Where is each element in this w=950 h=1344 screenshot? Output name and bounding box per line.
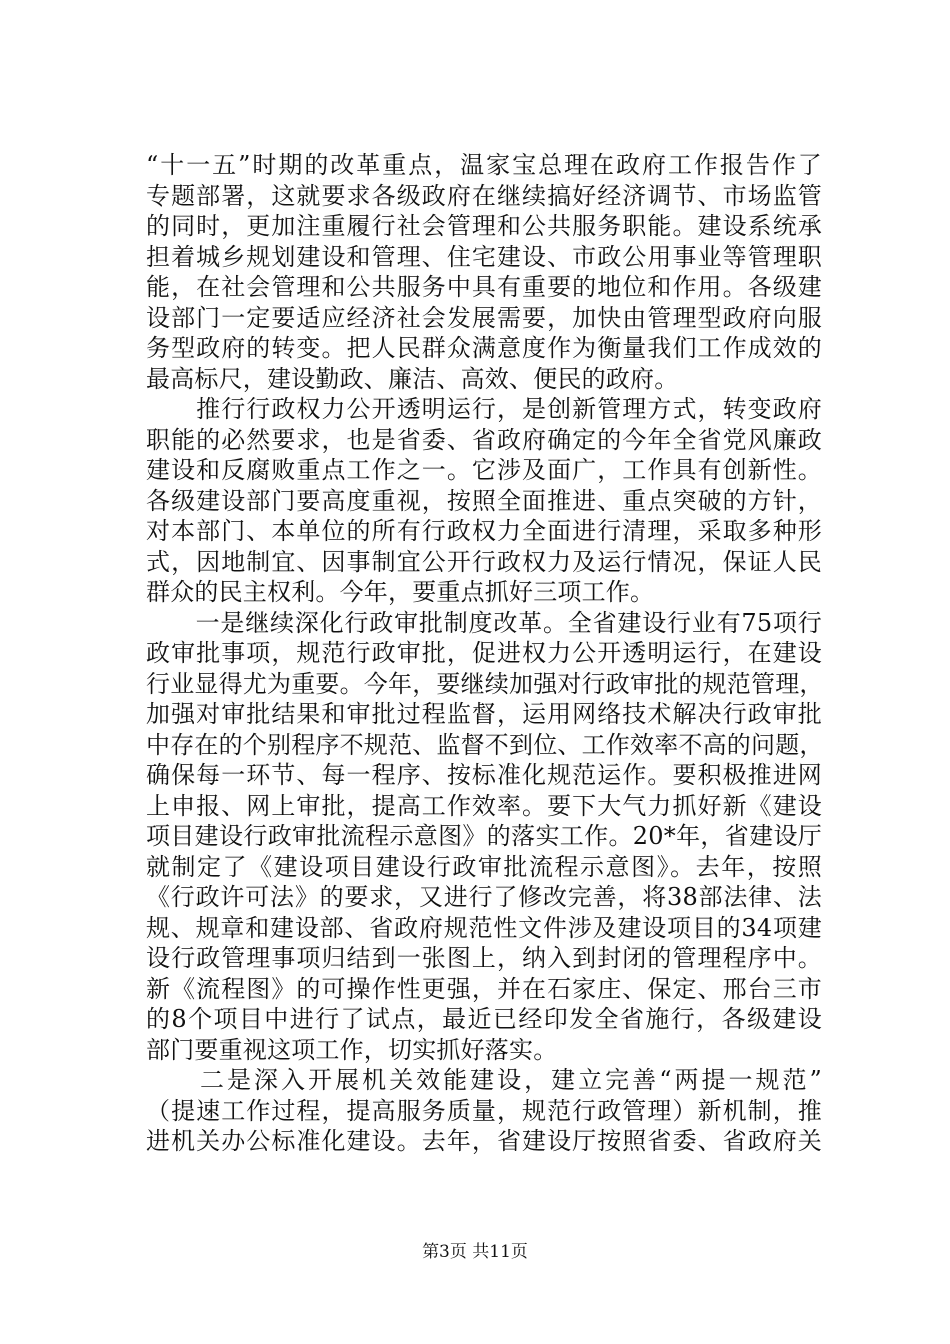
text-line: 政审批事项，规范行政审批，促进权力公开透明运行，在建设 — [146, 639, 822, 667]
text-line: 加强对审批结果和审批过程监督，运用网络技术解决行政审批 — [146, 700, 822, 728]
text-line: 各级建设部门要高度重视，按照全面推进、重点突破的方针， — [146, 486, 822, 515]
text-line: 最高标尺，建设勤政、廉洁、高效、便民的政府。 — [146, 364, 679, 393]
text-line: 部门要重视这项工作，切实抓好落实。 — [146, 1035, 558, 1064]
text-line: 确保每一环节、每一程序、按标准化规范运作。要积极推进网 — [146, 761, 822, 789]
text-line: 进机关办公标准化建设。去年，省建设厅按照省委、省政府关 — [146, 1127, 822, 1155]
text-line: （提速工作过程，提高服务质量，规范行政管理）新机制，推 — [146, 1096, 822, 1125]
text-line: 建设和反腐败重点工作之一。它涉及面广，工作具有创新性。 — [146, 456, 822, 484]
text-line: 能，在社会管理和公共服务中具有重要的地位和作用。各级建 — [146, 273, 822, 301]
text-line: 的同时，更加注重履行社会管理和公共服务职能。建设系统承 — [146, 212, 822, 240]
text-line: 上申报、网上审批，提高工作效率。要下大气力抓好新《建设 — [146, 791, 822, 820]
text-line: 对本部门、本单位的所有行政权力全面进行清理，采取多种形 — [146, 517, 822, 545]
document-body — [146, 150, 822, 1157]
text-line: 新《流程图》的可操作性更强，并在石家庄、保定、邢台三市 — [146, 974, 822, 1003]
text-line: 式，因地制宜、因事制宜公开行政权力及运行情况，保证人民 — [146, 547, 822, 576]
text-line: 职能的必然要求，也是省委、省政府确定的今年全省党风廉政 — [146, 425, 822, 454]
text-line: 行业显得尤为重要。今年，要继续加强对行政审批的规范管理， — [146, 669, 824, 698]
text-line: 项目建设行政审批流程示意图》的落实工作。20*年，省建设厅 — [146, 822, 822, 850]
text-line: 的8个项目中进行了试点，最近已经印发全省施行，各级建设 — [146, 1005, 822, 1033]
text-line: 规、规章和建设部、省政府规范性文件涉及建设项目的34项建 — [146, 913, 822, 942]
text-line: 就制定了《建设项目建设行政审批流程示意图》。去年，按照 — [146, 852, 822, 881]
text-line: 务型政府的转变。把人民群众满意度作为衡量我们工作成效的 — [146, 334, 822, 362]
text-line: 群众的民主权利。今年，要重点抓好三项工作。 — [146, 578, 655, 606]
text-line: 推行行政权力公开透明运行，是创新管理方式，转变政府 — [146, 395, 822, 423]
text-line: 一是继续深化行政审批制度改革。全省建设行业有75项行 — [146, 608, 822, 637]
page-footer: 第3页 共11页 — [422, 1242, 528, 1262]
text-line: 专题部署，这就要求各级政府在继续搞好经济调节、市场监管 — [146, 181, 822, 210]
text-line: 设部门一定要适应经济社会发展需要，加快由管理型政府向服 — [146, 303, 822, 332]
text-line: 担着城乡规划建设和管理、住宅建设、市政公用事业等管理职 — [146, 242, 822, 271]
text-line: 二是深入开展机关效能建设，建立完善“两提一规范” — [146, 1066, 822, 1094]
text-line: 中存在的个别程序不规范、监督不到位、工作效率不高的问题， — [146, 730, 824, 759]
text-line: “十一五”时期的改革重点，温家宝总理在政府工作报告作了 — [146, 151, 822, 179]
text-line: 设行政管理事项归结到一张图上，纳入到封闭的管理程序中。 — [146, 944, 822, 972]
text-line: 《行政许可法》的要求，又进行了修改完善，将38部法律、法 — [146, 883, 822, 911]
